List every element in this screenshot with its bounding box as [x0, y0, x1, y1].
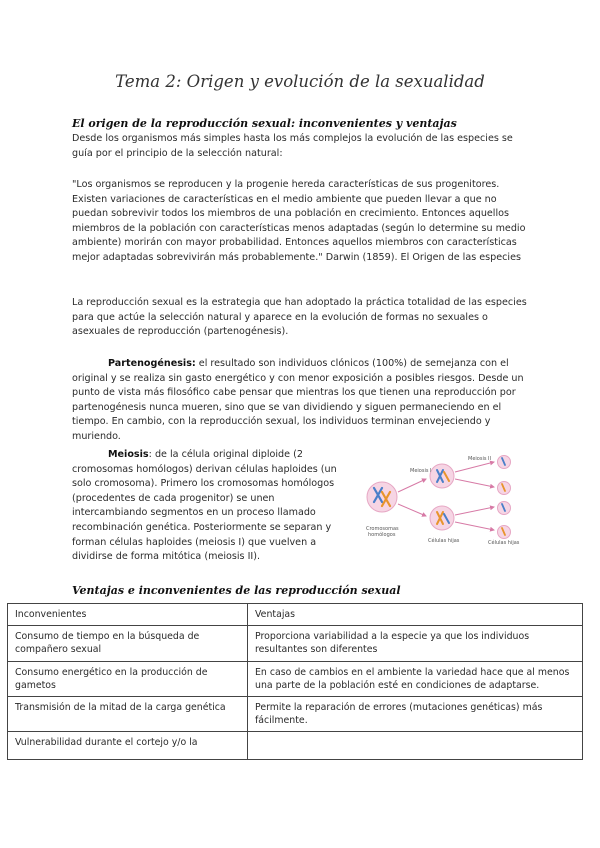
reproduction-paragraph: La reproducción sexual es la estrategia que han adoptado la práctica totalidad de las especies para que actúe la selección natural y aparece en la evolución de formas no sexuales o asexuales de reproducción (partenogénesis).	[72, 297, 527, 338]
table-row	[8, 661, 583, 696]
label-meiosis2: Meiosis II	[468, 456, 491, 462]
section-heading-table: Ventajas e inconvenientes de las reproducción sexual	[72, 584, 401, 597]
table-cell	[248, 732, 583, 759]
label-celulas-hijas: Células hijas	[428, 538, 460, 544]
header-inconvenientes: Inconvenientes	[8, 604, 248, 626]
pros-cons-table	[7, 603, 583, 760]
table-cell: En caso de cambios en el ambiente la variedad hace que al menos una parte de la población esté en condiciones de adaptarse.	[248, 661, 583, 696]
diploid-cell	[367, 482, 397, 512]
label-homologos: homólogos	[368, 532, 396, 538]
meiosis-paragraph	[72, 448, 350, 565]
section-heading-origin: El origen de la reproducción sexual: inconvenientes y ventajas	[72, 117, 457, 130]
daughter-cells	[498, 456, 511, 539]
partenogenesis-paragraph	[72, 357, 532, 445]
table-row	[8, 697, 583, 732]
meiosis-text: : de la célula original diploide (2 cromosomas homólogos) derivan células haploides (un solo cromosoma). Primero los cromosomas homólogos (procedentes de cada progenitor) se unen intercambiando segmentos en un proceso llamado recombinación genética. Posteriormente se separan y forman células haploides (meiosis I) que vuelven a dividirse de forma mitótica (meiosis II).	[72, 449, 337, 563]
partenogenesis-text: el resultado son individuos clónicos (100%) de semejanza con el original y se realiza sin gasto energético y con menor exposición a posibles riesgos. Desde un punto de vista más filosófico cabe pensar que mientras los que tienen una reproducción por partenogénesis nunca mueren, sino que se van dividiendo y siguen permaneciendo en el tiempo. En cambio, con la reproducción sexual, los individuos terminan envejeciendo y muriendo.	[72, 358, 524, 442]
partenogenesis-term: Partenogénesis:	[108, 358, 196, 369]
page-title: Tema 2: Origen y evolución de la sexualidad	[115, 72, 485, 91]
label-celulas-hijas-2: Células hijas	[488, 540, 520, 546]
meiosis1-cell-top	[430, 464, 454, 488]
table-cell: Vulnerabilidad durante el cortejo y/o la	[8, 732, 248, 759]
intro-paragraph: Desde los organismos más simples hasta los más complejos la evolución de las especies se guía por el principio de la selección natural:	[72, 133, 513, 159]
table-cell: Transmisión de la mitad de la carga genética	[8, 697, 248, 732]
label-meiosis1: Meiosis I	[410, 468, 432, 474]
darwin-quote: "Los organismos se reproducen y la progenie hereda características de sus progenitores. Existen variaciones de características en el medio ambiente que pueden llevar a que no puedan sobrevivir todos los miembros de una población en crecimiento. Entonces aquellos miembros de la población con características menos adaptadas (según lo determine su medio ambiente) morirán con mayor probabilidad. Entonces aquellos miembros con características mejor adaptadas sobrevivirán más probablemente." Darwin (1859). El Origen de las especies	[72, 179, 526, 263]
table-row	[8, 626, 583, 661]
table-cell: Proporciona variabilidad a la especie ya que los individuos resultantes son diferentes	[248, 626, 583, 661]
table-cell: Consumo energético en la producción de gametos	[8, 661, 248, 696]
meiosis-term: Meiosis	[108, 449, 149, 460]
label-cromosomas: Cromosomas	[366, 526, 399, 532]
table-header-row	[8, 604, 583, 626]
header-ventajas: Ventajas	[248, 604, 583, 626]
table-row	[8, 732, 583, 759]
meiosis-diagram	[360, 452, 530, 552]
meiosis1-cell-bottom	[430, 506, 454, 530]
table-cell: Consumo de tiempo en la búsqueda de compañero sexual	[8, 626, 248, 661]
table-cell: Permite la reparación de errores (mutaciones genéticas) más fácilmente.	[248, 697, 583, 732]
